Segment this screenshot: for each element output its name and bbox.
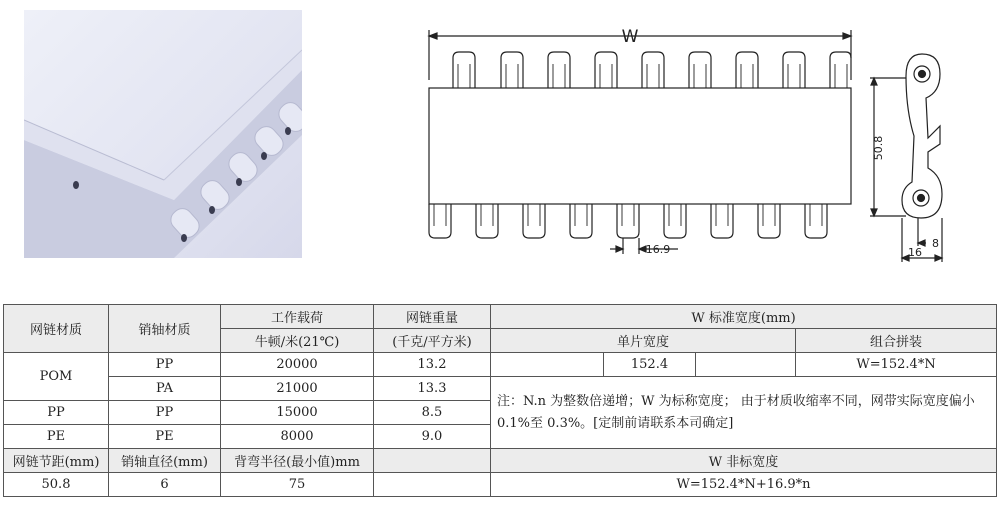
header-chain-material: 网链材质: [4, 305, 109, 353]
row-work-load: 21000: [221, 377, 374, 401]
header-std-width: W 标准宽度(mm): [491, 305, 997, 329]
footer-blank: [374, 473, 491, 497]
single-width-blank-left: [491, 353, 604, 377]
row-work-load: 20000: [221, 353, 374, 377]
footer-pitch-value: 50.8: [4, 473, 109, 497]
single-width-value: 152.4: [604, 353, 696, 377]
row-pin-material: PP: [109, 401, 221, 425]
side-small-label: 8: [932, 237, 939, 250]
header-chain-weight: 网链重量: [374, 305, 491, 329]
combo-formula: W=152.4*N: [796, 353, 997, 377]
side-view-drawing: [866, 40, 950, 265]
footer-header-back-bend: 背弯半径(最小值)mm: [221, 449, 374, 473]
footer-header-pitch: 网链节距(mm): [4, 449, 109, 473]
row-chain-weight: 13.2: [374, 353, 491, 377]
row-chain-weight: 9.0: [374, 425, 491, 449]
product-photo: [24, 10, 302, 258]
header-work-load: 工作载荷: [221, 305, 374, 329]
row-pin-material: PP: [109, 353, 221, 377]
header-combo: 组合拼装: [796, 329, 997, 353]
spec-table: [3, 304, 997, 497]
footer-back-bend-value: 75: [221, 473, 374, 497]
row-pin-material: PA: [109, 377, 221, 401]
row-chain-material: PE: [4, 425, 109, 449]
row-work-load: 15000: [221, 401, 374, 425]
width-label: W: [621, 27, 639, 47]
footer-header-blank: [374, 449, 491, 473]
note-text: 注：N.n 为整数倍递增；W 为标称宽度； 由于材质收缩率不同，网带实际宽度偏小 0.1%至 0.3%。[定制前请联系本司确定]: [491, 377, 997, 449]
row-chain-weight: 8.5: [374, 401, 491, 425]
row-chain-material: PP: [4, 401, 109, 425]
header-pin-material: 销轴材质: [109, 305, 221, 353]
height-label: 50.8: [872, 135, 885, 161]
header-single-width: 单片宽度: [491, 329, 796, 353]
row-chain-weight: 13.3: [374, 377, 491, 401]
single-width-blank-right: [696, 353, 796, 377]
side-width-label: 16: [908, 246, 922, 259]
footer-pin-diameter-value: 6: [109, 473, 221, 497]
footer-header-nonstd-width: W 非标宽度: [491, 449, 997, 473]
row-work-load: 8000: [221, 425, 374, 449]
pitch-label: 16.9: [645, 243, 671, 256]
row-pin-material: PE: [109, 425, 221, 449]
row-chain-material: POM: [4, 353, 109, 401]
header-work-load-unit: 牛顿/米(21℃): [221, 329, 374, 353]
front-view-drawing: [420, 20, 860, 260]
footer-header-pin-diameter: 销轴直径(mm): [109, 449, 221, 473]
header-chain-weight-unit: (千克/平方米): [374, 329, 491, 353]
footer-nonstd-formula: W=152.4*N+16.9*n: [491, 473, 997, 497]
